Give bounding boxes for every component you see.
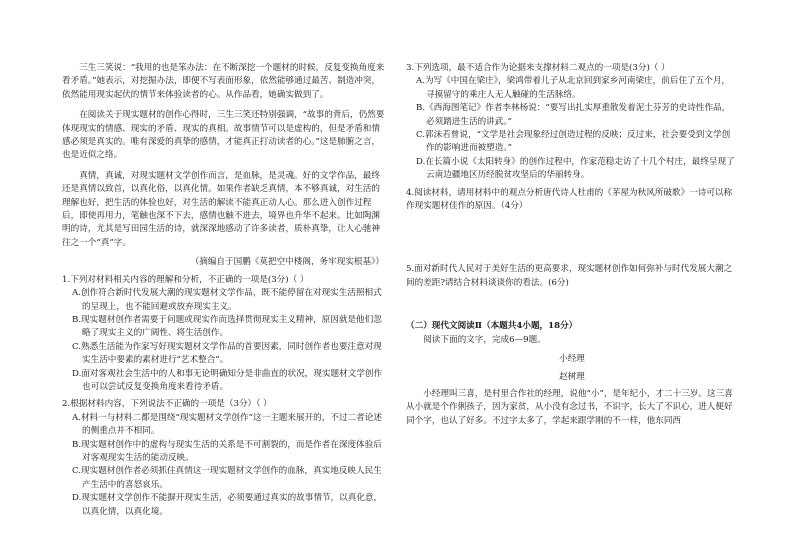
question-2 <box>62 398 388 519</box>
story-author: 赵树理 <box>559 371 585 382</box>
question-3-option-b: B.《西海图笔记》作者李林杨说：“要写出扎实厚重散发着泥土芬芳的史诗性作品，必须踏进生活的讲武。” <box>416 103 731 127</box>
question-3-stem: 3.下列选项，最不适合作为论据来支撑材料二观点的一项是(3分)（ ） <box>406 63 670 73</box>
story-paragraph: 小经理叫三喜，是村里合作社的经理，说他“小”，是年纪小，才二十三岁。这三喜从小就是个作俐孩子，因为家贫，从小没有念过书，不识字，长大了不识心，进人便好同个字，也认了好多。不过字太多了，学起来跟学刚的不一样，他东同西 <box>406 388 733 426</box>
question-2-option-a: A.材料一与材料二都是围绕“现实题材文学创作”这一主题来展开的，不过二者论述的侧重点并不相同。 <box>72 412 382 437</box>
question-1-stem: 1.下列对材料相关内容的理解和分析，不正确的一项是(3分)（ ） <box>62 274 309 285</box>
left-column <box>62 62 388 519</box>
material-paragraph-3: 真情，真诚，对现实题材文学创作而言，是血脉，是灵魂。好的文学作品，最终还是真情以致首，以真化俗，以真化情。如果作者缺乏真情，本不够真诚，对生活的理解也好，把生活的体验也好，对生活的解读不能真正动人心。那么进入创作过程后，即使再用力，笔触也深不下去，感情也触不进去，境界也升华不起来。比如陶渊明的诗，尤其是写田园生活的诗，就深深地感动了许多读者，质朴真挚，让人心驰神往之一个“真”字。 <box>62 170 380 248</box>
question-1-option-c: C.熟悉生活能为作家写好现实题材文学作品的首要因素，同时创作者也要注意对现实生活中要素的素材进行“艺术整合”。 <box>72 341 382 366</box>
question-1 <box>62 274 388 395</box>
material-paragraph-2: 在阅读关于现实题材的创作心得时，三生三笑还特别强调，“故事的背后，仍然要体现现实的情感、现实的矛盾、现实的真相。故事情节可以是虚构的，但是矛盾和情感必须是真实的。唯有深爱的真挚的感情，才能真正打动读者的心。”这是肺腑之言，也是近似之络。 <box>62 110 385 161</box>
question-1-option-d: D.面对客观社会生活中的人和事无论明确知分是非曲直的状况，现实题材文学创作也可以尝试反复变换角度来看待矛盾。 <box>72 368 383 392</box>
question-5: 5.面对新时代人民对于美好生活的更高要求，现实题材创作如何弥补与时代发展大潮之间的差距?请结合材料谈谈你的看法。(6分) <box>406 264 733 288</box>
question-4: 4.阅读材料，请用材料中的观点分析唐代诗人杜甫的《茅屋为秋风所破歌》一诗可以称作现实题材佳作的原因。（4分） <box>406 187 733 212</box>
question-2-option-b: B.现实题材创作中的虚构与现实生活的关系是不可割裂的，而是作者在深度体验后对客观现实生活的能动反映。 <box>72 439 382 463</box>
material-source: （摘编自于国鹏《莫把空中楼阁，务牢现实根基》） <box>190 257 384 268</box>
story-title: 小经理 <box>559 354 585 365</box>
question-1-option-a: A.创作符合新时代发展大潮的现实题材文学作品，既不能停留在对现实生活照相式的呈现上，也不能回避或放弃现实主义。 <box>72 288 382 312</box>
question-2-option-c: C.现实题材创作者必须抓住真情这一现实题材文学创作的血脉，真实地反映人民生产生活中的喜怒哀乐。 <box>72 466 382 490</box>
question-3 <box>406 62 738 183</box>
section-instruction: 阅读下面的文字，完成6—9题。 <box>423 334 546 345</box>
question-2-stem: 2.根据材料内容，下列说法不正确的一项是（3分）（ ） <box>62 399 272 410</box>
material-paragraph-1: 三生三笑说：“我用的也是笨办法：在不断深挖一个题材的时候，反复变换角度来看矛盾。”她表示，对挖掘办法，即便不写表面形象，依然能够通过最苦、制造冲突，依然能用现实起伏的情节来体验读者的心。从作品看，她确实做到了。 <box>62 63 385 100</box>
section-title: （二）现代文阅读Ⅱ（本题共4小题，18分） <box>406 321 578 332</box>
right-column <box>406 62 738 428</box>
question-1-option-b: B.现实题材创作者需要于问题或现实作而选择贯彻现实主义精神，原因就是他们忽略了现实主义的广阔性、将生活创作。 <box>72 314 382 339</box>
question-3-option-c: C.郭沫若曾说，“文学是社会现象经过创造过程的反映；反过来，社会要受到文学创作的影响进而被塑造。” <box>416 130 731 154</box>
question-3-option-d: D.在长篇小说《太阳转身》的创作过程中，作家范稳走访了十几个村庄，最终呈现了云南边疆地区历经脱贫攻坚后的华丽转身。 <box>416 156 735 181</box>
question-2-option-d: D.现实题材文学创作不能摒开现实生活，必须要通过真实的故事情节，以真化意，以真化情，以真化境。 <box>72 493 383 517</box>
question-3-option-a: A.为写《中国在梁庄》，梁鸿带着儿子从北京回到家乡河南梁庄，前后住了五个月，寻摸留守的乘庄人无人触碰的生活脉络。 <box>416 76 731 100</box>
answer-space-5 <box>406 290 738 320</box>
answer-space-4 <box>406 213 738 263</box>
